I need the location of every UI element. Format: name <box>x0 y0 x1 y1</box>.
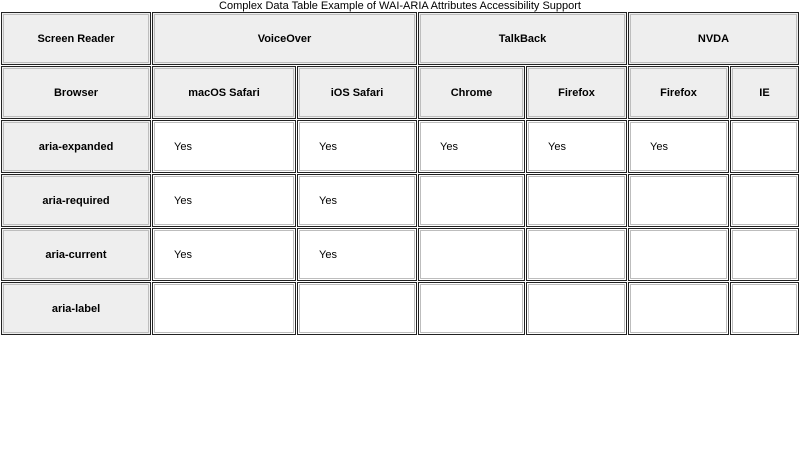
table-cell: Yes <box>152 228 296 281</box>
table-cell: Yes <box>152 174 296 227</box>
table-cell <box>418 282 525 335</box>
header-browser: Browser <box>1 66 151 119</box>
header-browser-firefox-talkback: Firefox <box>526 66 627 119</box>
table-cell: Yes <box>418 120 525 173</box>
table-cell <box>297 282 417 335</box>
header-browser-macos-safari: macOS Safari <box>152 66 296 119</box>
header-browser-firefox-nvda: Firefox <box>628 66 729 119</box>
header-browser-ie: IE <box>730 66 799 119</box>
table-cell: Yes <box>297 120 417 173</box>
header-browser-chrome: Chrome <box>418 66 525 119</box>
table-cell <box>730 282 799 335</box>
header-screen-reader: Screen Reader <box>1 12 151 65</box>
table-cell <box>730 228 799 281</box>
table-cell <box>526 174 627 227</box>
row-header-aria-current: aria-current <box>1 228 151 281</box>
table-cell <box>730 174 799 227</box>
table-cell: Yes <box>297 174 417 227</box>
table-cell <box>628 228 729 281</box>
table-cell: Yes <box>297 228 417 281</box>
header-group-nvda: NVDA <box>628 12 799 65</box>
table-cell: Yes <box>152 120 296 173</box>
table-cell: Yes <box>526 120 627 173</box>
table-cell <box>628 282 729 335</box>
table-caption: Complex Data Table Example of WAI-ARIA Attributes Accessibility Support <box>219 0 581 12</box>
table-cell <box>418 228 525 281</box>
header-group-voiceover: VoiceOver <box>152 12 417 65</box>
table-cell: Yes <box>628 120 729 173</box>
header-group-talkback: TalkBack <box>418 12 627 65</box>
header-browser-ios-safari: iOS Safari <box>297 66 417 119</box>
table-cell <box>152 282 296 335</box>
row-header-aria-label: aria-label <box>1 282 151 335</box>
table-cell <box>526 228 627 281</box>
table-cell <box>526 282 627 335</box>
table-cell <box>628 174 729 227</box>
table-cell <box>730 120 799 173</box>
table-cell <box>418 174 525 227</box>
row-header-aria-required: aria-required <box>1 174 151 227</box>
row-header-aria-expanded: aria-expanded <box>1 120 151 173</box>
